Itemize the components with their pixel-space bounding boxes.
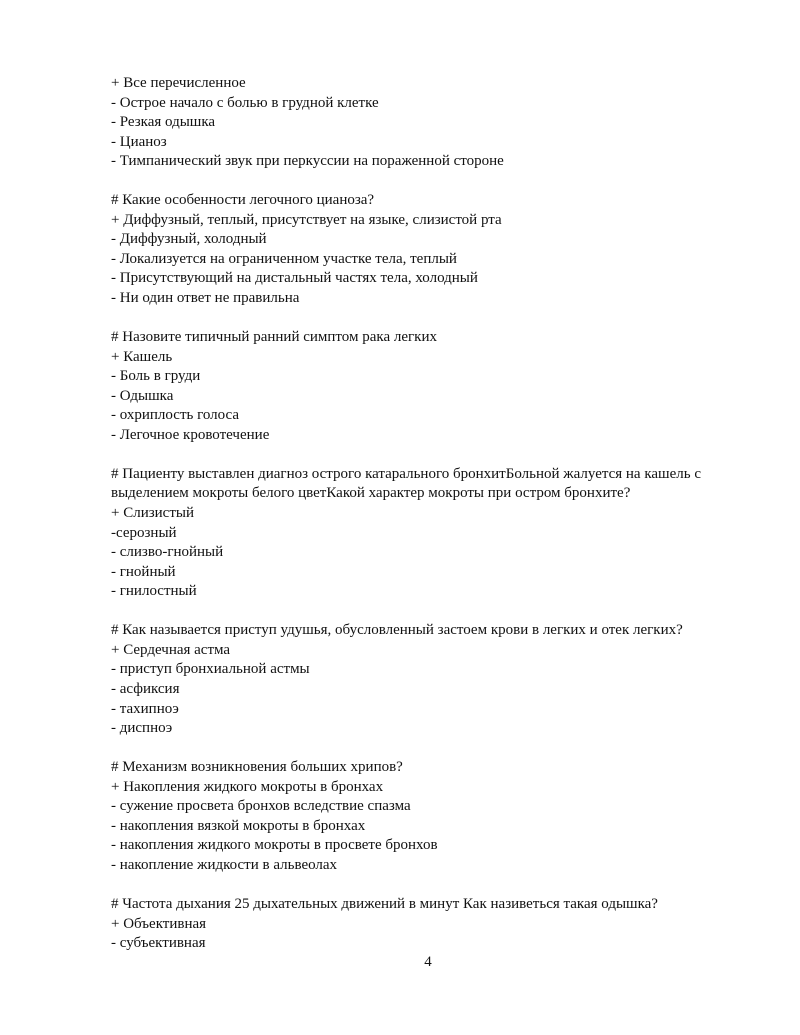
answer-option: - Одышка <box>111 387 174 404</box>
spacer <box>111 172 741 192</box>
answer-option: - Диффузный, холодный <box>111 231 267 248</box>
answer-option: + Сердечная астма <box>111 641 231 658</box>
answer-option: - гнилостный <box>111 583 197 600</box>
answer-option: - диспноэ <box>111 720 173 737</box>
answer-option: - Легочное кровотечение <box>111 426 270 443</box>
question-block <box>111 895 741 954</box>
answer-option: -серозный <box>111 524 177 541</box>
question-block <box>111 465 741 602</box>
answer-option: - Локализуется на ограниченном участке тела, теплый <box>111 250 457 267</box>
answer-option: + Слизистый <box>111 505 194 522</box>
question-text: # Механизм возникновения больших хрипов? <box>111 759 403 776</box>
answer-option: + Все перечисленное <box>111 75 246 91</box>
answer-option: - Острое начало с болью в грудной клетке <box>111 94 379 111</box>
question-text: # Какие особенности легочного цианоза? <box>111 192 375 209</box>
question-text: # Пациенту выставлен диагноз острого катарального бронхитБольной жалуется на кашель с выделением мокроты белого цветКакой характер мокроты при остром бронхите? <box>111 465 702 502</box>
document-content <box>111 74 741 954</box>
answer-option: + Накопления жидкого мокроты в бронхах <box>111 778 384 795</box>
question-block <box>111 74 741 172</box>
answer-option: - гнойный <box>111 563 176 580</box>
answer-option: - сужение просвета бронхов вследствие спазма <box>111 798 411 815</box>
answer-option: + Диффузный, теплый, присутствует на языке, слизистой рта <box>111 211 502 228</box>
answer-option: + Кашель <box>111 348 173 365</box>
answer-option: - приступ бронхиальной астмы <box>111 661 310 678</box>
answer-option: - охриплость голоса <box>111 407 240 424</box>
answer-option: - субъективная <box>111 935 206 952</box>
question-block <box>111 621 741 738</box>
answer-option: - Присутствующий на дистальный частях тела, холодный <box>111 270 478 287</box>
spacer <box>111 739 741 759</box>
answer-option: - Цианоз <box>111 133 167 150</box>
spacer <box>111 602 741 622</box>
answer-option: - Боль в груди <box>111 368 201 385</box>
spacer <box>111 445 741 465</box>
page-number: 4 <box>424 954 432 970</box>
answer-option: - Резкая одышка <box>111 114 216 131</box>
answer-option: - накопления жидкого мокроты в просвете бронхов <box>111 837 438 854</box>
spacer <box>111 875 741 895</box>
answer-option: - слизво-гнойный <box>111 544 224 561</box>
question-text: # Назовите типичный ранний симптом рака легких <box>111 329 437 346</box>
question-block <box>111 191 741 308</box>
answer-option: - накопление жидкости в альвеолах <box>111 856 338 873</box>
answer-option: - Тимпанический звук при перкуссии на пораженной стороне <box>111 153 504 170</box>
question-block <box>111 758 741 875</box>
question-block <box>111 328 741 445</box>
spacer <box>111 309 741 329</box>
answer-option: - тахипноэ <box>111 700 179 717</box>
answer-option: - Ни один ответ не правильна <box>111 290 300 307</box>
answer-option: - асфиксия <box>111 680 180 697</box>
answer-option: + Объективная <box>111 915 207 932</box>
answer-option: - накопления вязкой мокроты в бронхах <box>111 817 366 834</box>
question-text: # Как называется приступ удушья, обусловленный застоем крови в легких и отек легких? <box>111 622 683 639</box>
question-text: # Частота дыхания 25 дыхательных движений в минут Как називеться такая одышка? <box>111 895 658 912</box>
